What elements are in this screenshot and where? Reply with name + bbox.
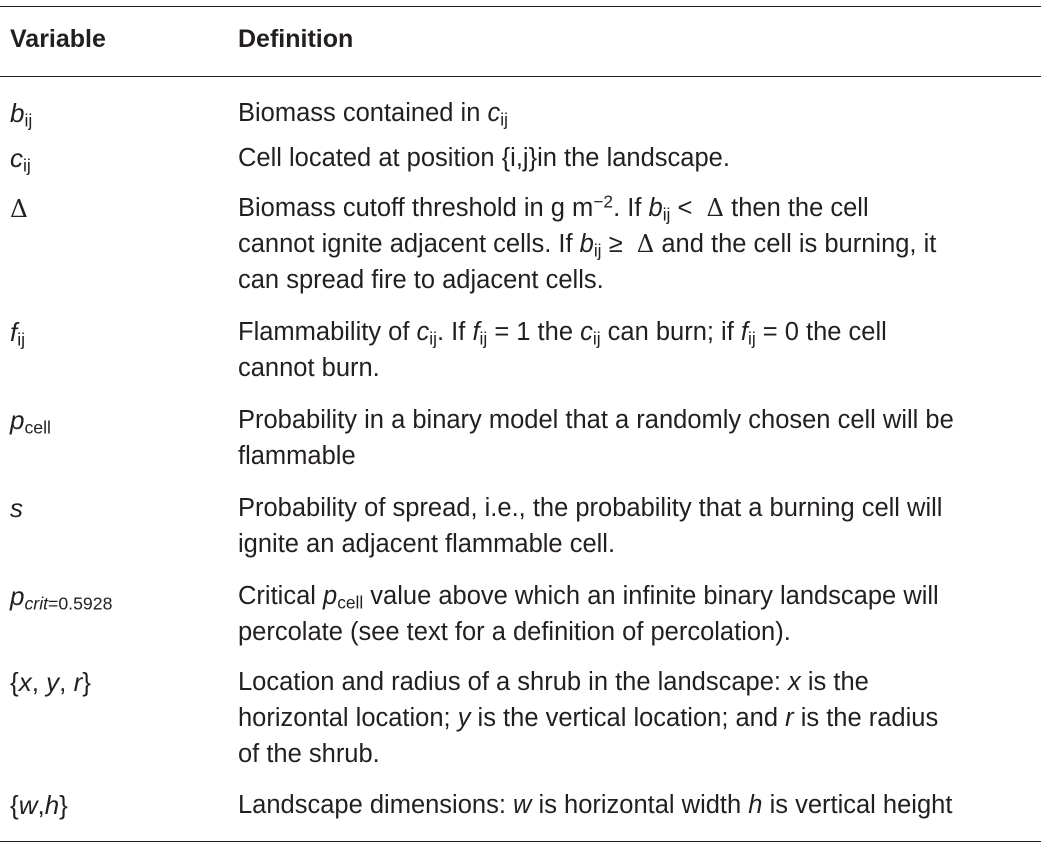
variable-cell: $p_{crit=0.5928}$ <box>10 581 113 614</box>
definition-cell: Biomass cutoff threshold in g $m^{-2}$. If $b_{ij} < \Delta$ then the cell cannot ignite adjacent cells. If $b_{ij} \ge \Delta$ and the cell is burning, it can spread fire to adjacent cells. <box>238 191 937 294</box>
variable-cell: s <box>10 493 23 523</box>
definition-cell: Location and radius of a shrub in the landscape: x is the horizontal location; y is the vertical location; and r is the radius of the shrub. <box>238 668 939 768</box>
definition-cell: Cell located at position {i,j}in the landscape. <box>238 144 730 172</box>
variable-cell: $p_{cell}$ <box>10 405 51 438</box>
variable-cell: {x, y, r} <box>10 667 91 697</box>
definition-cell: Probability in a binary model that a randomly chosen cell will be flammable <box>238 406 954 470</box>
variable-cell: Δ <box>10 194 28 223</box>
definition-cell: Landscape dimensions: w is horizontal width h is vertical height <box>238 791 953 819</box>
variable-cell: $b_{ij}$ <box>10 98 33 131</box>
column-header-variable: Variable <box>10 25 106 53</box>
column-header-definition: Definition <box>238 25 354 53</box>
header-divider-rule <box>0 76 1041 77</box>
variable-cell: $c_{ij}$ <box>10 143 31 176</box>
table-bottom-rule <box>0 841 1041 842</box>
table-top-rule <box>0 6 1041 7</box>
definition-cell: Probability of spread, i.e., the probability that a burning cell will ignite an adjacent flammable cell. <box>238 494 943 558</box>
variable-cell: $f_{ij}$ <box>10 317 26 350</box>
definition-cell: Flammability of $c_{ij}$. If $f_{ij} = 1$ the $c_{ij}$ can burn; if $f_{ij} = 0$ the cell cannot burn. <box>238 318 887 382</box>
definition-cell: Biomass contained in $c_{ij}$ <box>238 99 508 130</box>
definition-cell: Critical $p_{cell}$ value above which an infinite binary landscape will percolate (see text for a definition of percolation). <box>238 582 939 646</box>
variable-cell: {w,h} <box>10 790 68 820</box>
